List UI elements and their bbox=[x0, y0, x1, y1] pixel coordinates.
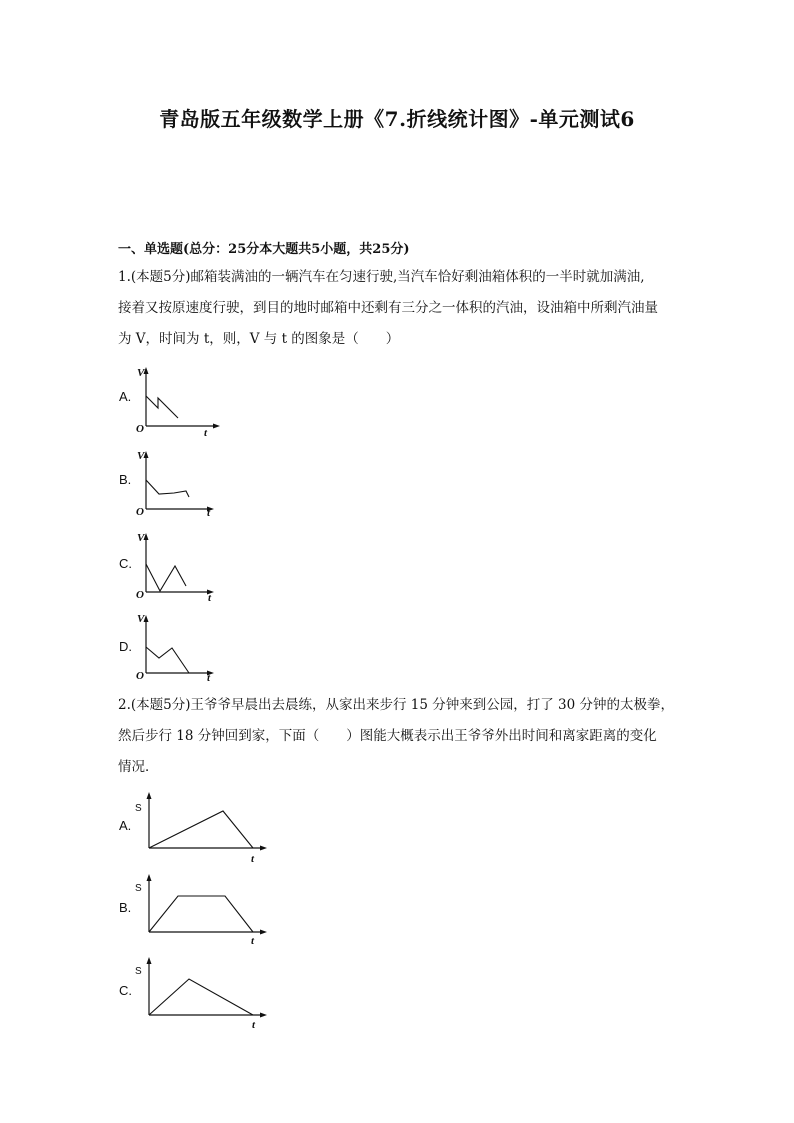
question-2-line-2: 然后步行 18 分钟回到家，下面（ ）图能大概表示出王爷爷外出时间和离家距离的变化 bbox=[118, 728, 657, 744]
q1d-axis-x-label: t bbox=[207, 672, 211, 684]
q2-option-b-label[interactable]: B. bbox=[119, 900, 132, 915]
question-1-line-3: 为 V，时间为 t，则，V 与 t 的图象是（ ） bbox=[118, 331, 400, 347]
q2a-axis-y-label: S bbox=[135, 803, 142, 814]
q2c-axis-y-label: S bbox=[135, 966, 142, 977]
q1d-axis-y-label: V bbox=[137, 613, 145, 625]
q2-option-c-label[interactable]: C. bbox=[119, 983, 132, 998]
q1-option-d-graph[interactable] bbox=[134, 612, 224, 684]
question-2-line-3: 情况． bbox=[118, 759, 159, 775]
q1b-axis-x-label: t bbox=[207, 507, 211, 519]
q1b-origin-label: O bbox=[136, 506, 144, 518]
question-2-text bbox=[118, 690, 688, 783]
q2b-axis-x-label: t bbox=[251, 935, 255, 947]
question-1-line-1: 1.(本题5分)邮箱装满油的一辆汽车在匀速行驶,当汽车恰好剩油箱体积的一半时就加满油, bbox=[118, 269, 645, 285]
q1-option-a-graph[interactable] bbox=[134, 366, 224, 439]
q2c-axis-x-label: t bbox=[252, 1019, 256, 1031]
q1-option-c-label[interactable]: C. bbox=[119, 556, 132, 571]
question-1-line-2: 接着又按原速度行驶，到目的地时邮箱中还剩有三分之一体积的汽油，设油箱中所剩汽油量 bbox=[118, 300, 658, 316]
q1a-origin-label: O bbox=[136, 423, 144, 435]
q1b-axis-y-label: V bbox=[137, 450, 145, 462]
q2-option-c-graph[interactable] bbox=[130, 955, 270, 1032]
q1-option-d-label[interactable]: D. bbox=[119, 639, 132, 654]
q1c-axis-x-label: t bbox=[208, 592, 212, 604]
q2-option-a-graph[interactable] bbox=[130, 790, 270, 865]
q1a-axis-x-label: t bbox=[204, 427, 208, 439]
q1-option-c-graph[interactable] bbox=[134, 531, 224, 604]
q1d-origin-label: O bbox=[136, 670, 144, 682]
q2b-axis-y-label: S bbox=[135, 883, 142, 894]
q2-option-a-label[interactable]: A. bbox=[119, 818, 132, 833]
section-heading: 一、单选题(总分：25分本大题共5小题，共25分) bbox=[118, 242, 410, 257]
q2a-axis-x-label: t bbox=[251, 853, 255, 865]
q1c-axis-y-label: V bbox=[137, 532, 145, 544]
q1-option-b-label[interactable]: B. bbox=[119, 472, 132, 487]
q1a-axis-y-label: V bbox=[137, 367, 145, 379]
q1c-origin-label: O bbox=[136, 589, 144, 601]
page-title: 青岛版五年级数学上册《7.折线统计图》-单元测试6 bbox=[159, 107, 635, 131]
q2-option-b-graph[interactable] bbox=[130, 872, 270, 947]
q1-option-a-label[interactable]: A. bbox=[119, 389, 132, 404]
question-2-line-1: 2.(本题5分)王爷爷早晨出去晨练，从家出来步行 15 分钟来到公园，打了 30 分钟的太极拳， bbox=[118, 697, 675, 713]
q1-option-b-graph[interactable] bbox=[134, 450, 224, 520]
question-1-text bbox=[118, 262, 688, 355]
